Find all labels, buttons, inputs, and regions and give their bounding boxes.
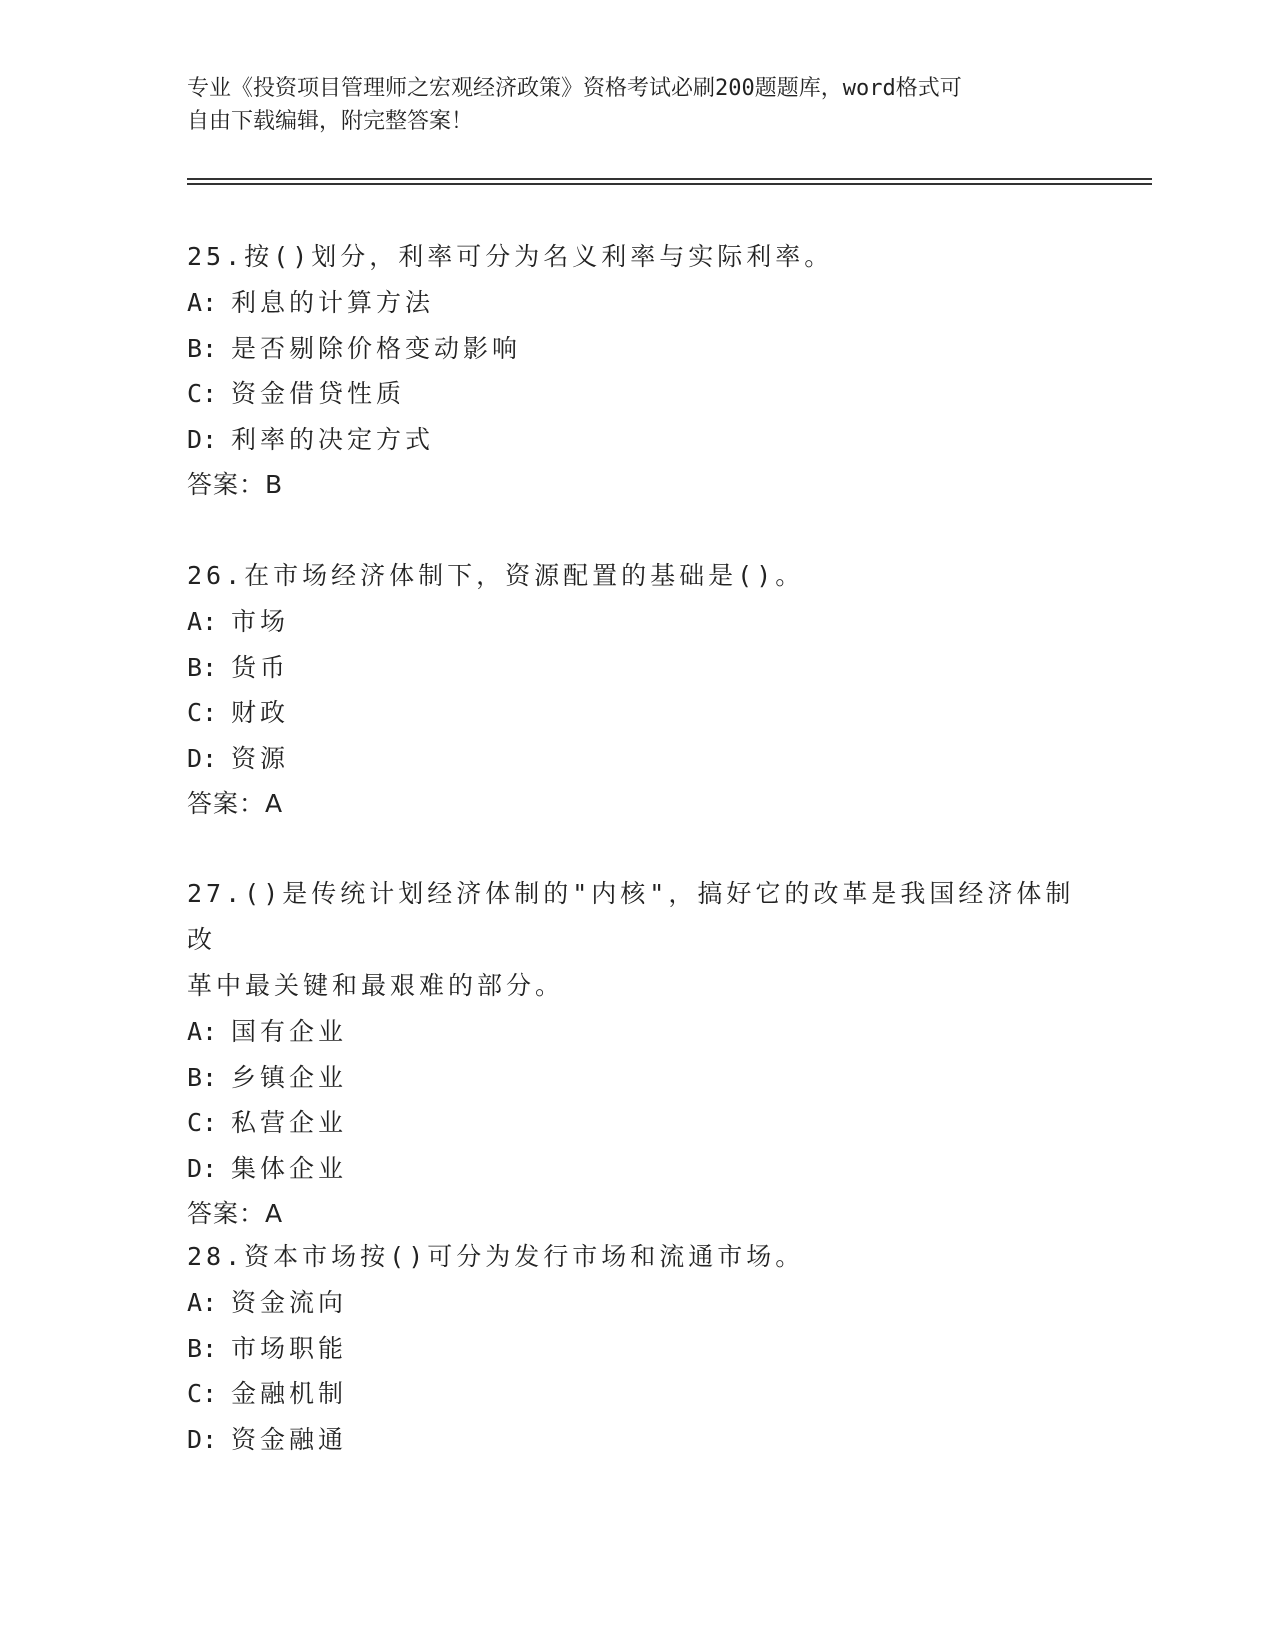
question-stem-line-2: 革中最关键和最艰难的部分。 — [187, 971, 565, 1000]
option-letter: A: — [187, 1288, 218, 1317]
header-line-1: 专业《投资项目管理师之宏观经济政策》资格考试必刷200题题库，word格式可 — [187, 76, 962, 101]
option-c — [187, 1371, 1087, 1417]
question-25 — [187, 234, 1087, 508]
option-text: 财政 — [231, 698, 290, 727]
question-stem: 26.在市场经济体制下，资源配置的基础是()。 — [187, 561, 805, 590]
option-a — [187, 1009, 1087, 1055]
option-letter: D: — [187, 424, 218, 454]
question-stem: 25.按()划分，利率可分为名义利率与实际利率。 — [187, 242, 834, 271]
question-stem: 28.资本市场按()可分为发行市场和流通市场。 — [187, 1242, 805, 1271]
option-text: 货币 — [231, 652, 290, 682]
option-letter: C: — [187, 698, 218, 727]
option-letter: D: — [187, 1153, 218, 1183]
option-d — [187, 1417, 1087, 1463]
option-a — [187, 280, 1087, 326]
option-letter: B: — [187, 652, 218, 682]
option-text: 市场职能 — [231, 1333, 348, 1363]
option-text: 乡镇企业 — [231, 1062, 348, 1092]
document-header — [187, 72, 1087, 138]
option-d — [187, 1146, 1087, 1192]
option-d — [187, 417, 1087, 463]
option-letter: D: — [187, 1424, 218, 1454]
option-letter: A: — [187, 1017, 218, 1046]
option-c — [187, 690, 1087, 736]
option-b — [187, 1326, 1087, 1372]
option-letter: A: — [187, 288, 218, 317]
option-text: 资金借贷性质 — [231, 379, 406, 408]
option-text: 是否剔除价格变动影响 — [231, 333, 522, 363]
option-letter: B: — [187, 333, 218, 363]
option-letter: C: — [187, 1379, 218, 1408]
option-b — [187, 1055, 1087, 1101]
option-letter: D: — [187, 743, 218, 773]
option-text: 资金流向 — [231, 1288, 348, 1317]
option-d — [187, 736, 1087, 782]
answer-line: 答案：A — [187, 789, 284, 818]
option-b — [187, 645, 1087, 691]
option-text: 集体企业 — [231, 1153, 348, 1183]
option-letter: B: — [187, 1333, 218, 1363]
option-text: 国有企业 — [231, 1017, 348, 1046]
option-text: 私营企业 — [231, 1108, 348, 1137]
option-c — [187, 371, 1087, 417]
option-letter: C: — [187, 1108, 218, 1137]
option-text: 市场 — [231, 607, 290, 636]
option-c — [187, 1100, 1087, 1146]
header-line-2: 自由下载编辑，附完整答案！ — [187, 109, 474, 134]
option-text: 利率的决定方式 — [231, 424, 435, 454]
option-a — [187, 1280, 1087, 1326]
question-26 — [187, 553, 1087, 827]
option-a — [187, 599, 1087, 645]
option-text: 利息的计算方法 — [231, 288, 435, 317]
option-letter: C: — [187, 379, 218, 408]
header-divider-bottom — [187, 183, 1152, 185]
header-divider-top — [187, 178, 1152, 180]
answer-line: 答案：A — [187, 1199, 284, 1228]
option-text: 资金融通 — [231, 1424, 348, 1454]
option-letter: A: — [187, 607, 218, 636]
question-stem-line-1: 27.()是传统计划经济体制的"内核"，搞好它的改革是我国经济体制改 — [187, 879, 1075, 954]
question-27 — [187, 871, 1087, 1237]
question-28 — [187, 1234, 1087, 1462]
option-text: 资源 — [231, 743, 290, 773]
option-text: 金融机制 — [231, 1379, 348, 1408]
answer-line: 答案：B — [187, 470, 284, 499]
option-b — [187, 326, 1087, 372]
option-letter: B: — [187, 1062, 218, 1092]
